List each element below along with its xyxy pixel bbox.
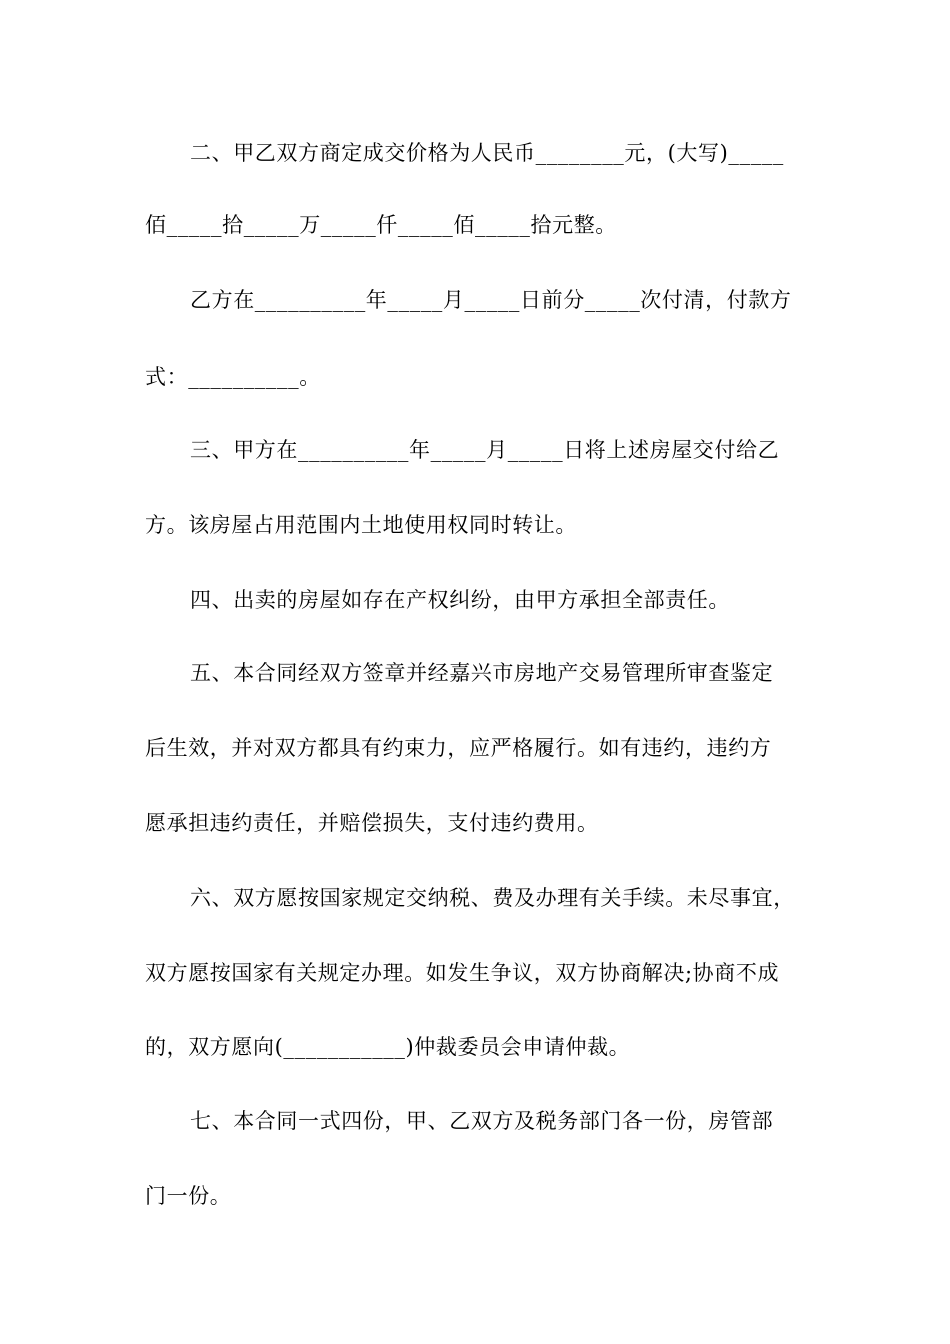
clause-4-line-1: 四、出卖的房屋如存在产权纠纷，由甲方承担全部责任。 [190,588,730,612]
payment-line-1: 乙方在__________年_____月_____日前分_____次付清，付款方 [190,288,792,312]
clause-2-line-1: 二、甲乙双方商定成交价格为人民币________元，(大写)_____ [190,141,784,165]
clause-3-line-1: 三、甲方在__________年_____月_____日将上述房屋交付给乙 [190,438,780,462]
clause-5-line-3: 愿承担违约责任，并赔偿损失，支付违约费用。 [145,811,599,835]
clause-6-line-3: 的，双方愿向(___________)仲裁委员会申请仲裁。 [145,1035,631,1059]
clause-6-line-2: 双方愿按国家有关规定办理。如发生争议，双方协商解决;协商不成 [145,961,780,985]
clause-5-line-2: 后生效，并对双方都具有约束力，应严格履行。如有违约，违约方 [145,736,772,760]
clause-7-line-1: 七、本合同一式四份，甲、乙双方及税务部门各一份，房管部 [190,1109,774,1133]
clause-7-line-2: 门一份。 [145,1184,232,1208]
clause-2-line-2: 佰_____拾_____万_____仟_____佰_____拾元整。 [145,213,617,237]
clause-5-line-1: 五、本合同经双方签章并经嘉兴市房地产交易管理所审查鉴定 [190,661,774,685]
clause-3-line-2: 方。该房屋占用范围内土地使用权同时转让。 [145,513,577,537]
payment-line-2: 式：__________。 [145,365,321,389]
clause-6-line-1: 六、双方愿按国家规定交纳税、费及办理有关手续。未尽事宜， [190,886,795,910]
